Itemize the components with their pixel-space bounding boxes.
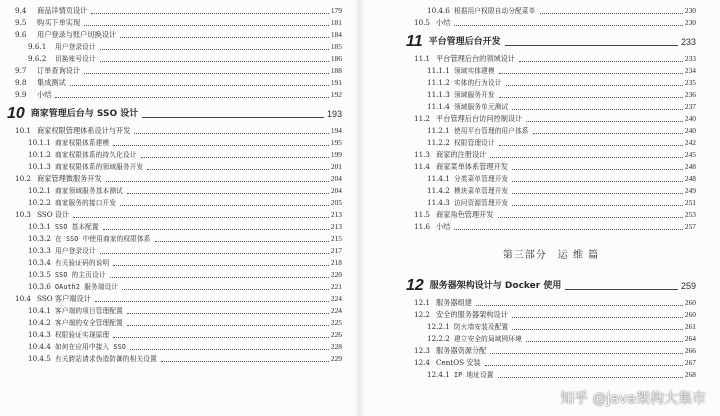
dot-leader [113, 265, 329, 266]
entry-number: 11.4.3 [427, 198, 450, 207]
dot-leader [84, 73, 329, 74]
dot-leader [512, 205, 683, 206]
entry-page: 221 [330, 282, 342, 291]
entry-page: 215 [330, 234, 342, 243]
toc-entry [7, 293, 342, 305]
entry-title: 商家权限管理体系设计与开发 [37, 126, 131, 135]
toc-group-ch10 [7, 125, 342, 365]
dot-leader [512, 109, 683, 110]
chapter-title: 商家管理后台与 SSO 设计 [30, 109, 139, 119]
entry-title: 根据用户权限自动分配菜单 [454, 7, 536, 15]
toc-entry [406, 113, 696, 125]
entry-page: 245 [684, 150, 696, 159]
toc-subentry [7, 221, 342, 233]
dot-leader [454, 229, 683, 230]
chapter-number: 11 [406, 33, 423, 50]
dot-leader [84, 25, 329, 26]
entry-title: SSO 的主页设计 [55, 271, 106, 279]
entry-title: 使用平台管理的用户体系 [454, 127, 529, 135]
entry-number: 10.3.2 [28, 234, 51, 243]
toc-right [406, 5, 696, 381]
toc-entry [406, 17, 696, 29]
toc-group-ch11 [406, 53, 696, 233]
dot-leader [100, 49, 329, 50]
entry-number: 12.2 [414, 310, 431, 319]
toc-subentry [406, 185, 696, 197]
entry-page: 192 [330, 90, 342, 99]
dot-leader [91, 13, 329, 14]
entry-title: 模块菜单管理开发 [454, 187, 509, 195]
dot-leader [73, 217, 329, 218]
dot-leader [134, 133, 328, 134]
chapter-page: 233 [680, 37, 696, 47]
entry-title: 购买下单实现 [37, 18, 81, 27]
entry-page: 237 [684, 102, 696, 111]
part-heading: 第三部分 运 维 篇 [502, 250, 600, 261]
entry-page: 234 [684, 66, 696, 75]
toc-entry [7, 89, 342, 101]
entry-number: 10.4 [15, 294, 32, 303]
entry-page: 248 [684, 162, 696, 171]
toc-left [7, 5, 342, 365]
entry-page: 201 [330, 162, 342, 171]
entry-title: 如何在应用中接入 SSO [55, 343, 127, 351]
entry-number: 10.2.2 [28, 198, 51, 207]
toc-entry [7, 173, 342, 185]
entry-title: 建立安全的局域网环境 [454, 335, 522, 343]
entry-number: 10.4.6 [427, 6, 450, 15]
dot-leader [127, 313, 329, 314]
entry-page: 185 [330, 42, 342, 51]
entry-page: 257 [684, 222, 696, 231]
toc-subentry [7, 233, 342, 245]
entry-title: 权限管理设计 [454, 139, 495, 147]
entry-number: 10.3.1 [28, 222, 51, 231]
toc-entry [7, 5, 342, 17]
dot-leader [110, 277, 329, 278]
entry-number: 9.7 [15, 66, 27, 75]
dot-leader [512, 317, 683, 318]
dot-leader [120, 37, 329, 38]
entry-title: 服务器资源分配 [436, 346, 487, 355]
entry-title: SSO 基本配置 [55, 223, 99, 231]
toc-subentry [406, 173, 696, 185]
entry-page: 229 [330, 354, 342, 363]
dot-leader [490, 157, 683, 158]
toc-subentry [406, 5, 696, 17]
entry-number: 12.2.2 [427, 334, 450, 343]
entry-page: 186 [330, 54, 342, 63]
toc-subentry [406, 321, 696, 333]
entry-number: 11.6 [414, 222, 431, 231]
toc-subentry [7, 185, 342, 197]
entry-number: 12.4.1 [427, 370, 450, 379]
entry-number: 11.1.2 [427, 78, 450, 87]
chapter-number: 10 [7, 105, 25, 122]
entry-page: 233 [684, 54, 696, 63]
entry-page: 184 [330, 30, 342, 39]
entry-title: 服务器组建 [436, 298, 472, 307]
entry-page: 230 [684, 6, 696, 15]
dot-leader [161, 361, 329, 362]
entry-number: 9.6 [15, 30, 27, 39]
entry-title: SSO 设计 [37, 210, 70, 219]
entry-page: 264 [684, 334, 696, 343]
entry-page: 226 [330, 330, 342, 339]
entry-number: 9.5 [15, 18, 27, 27]
watermark: 知乎 @java架构大集市 [560, 391, 706, 407]
toc-subentry [406, 137, 696, 149]
entry-title: 权限验证实现原理 [55, 331, 110, 339]
entry-page: 213 [330, 210, 342, 219]
entry-title: 在 SSO 中使用商家的权限体系 [55, 235, 151, 243]
entry-number: 10.2.1 [28, 186, 51, 195]
toc-entry [406, 161, 696, 173]
entry-page: 220 [330, 270, 342, 279]
dot-leader [454, 25, 683, 26]
entry-title: 领域实体建模 [454, 67, 495, 75]
entry-page: 224 [330, 294, 342, 303]
entry-title: 商家服务的接口开发 [55, 199, 117, 207]
entry-number: 11.3 [414, 150, 431, 159]
entry-number: 10.4.1 [28, 306, 51, 315]
chapter-heading-11 [406, 31, 696, 50]
entry-number: 10.4.5 [28, 354, 51, 363]
toc-subentry [7, 257, 342, 269]
entry-title: 商家权限体系的持久化设计 [55, 151, 137, 159]
entry-page: 240 [684, 114, 696, 123]
entry-number: 10.4.2 [28, 318, 51, 327]
entry-number: 9.4 [15, 6, 27, 15]
toc-entry [406, 149, 696, 161]
toc-entry [406, 345, 696, 357]
dot-leader [499, 97, 683, 98]
entry-title: 小结 [37, 90, 52, 99]
entry-title: 防火墙安装及配置 [454, 323, 509, 331]
entry-page: 230 [684, 18, 696, 27]
entry-title: 有关跨站请求伪造防御的相关设置 [55, 355, 157, 363]
entry-page: 242 [684, 138, 696, 147]
entry-number: 11.1.4 [427, 102, 450, 111]
toc-entry [406, 209, 696, 221]
entry-number: 12.1 [414, 298, 431, 307]
dot-leader [512, 329, 683, 330]
entry-number: 11.4.1 [427, 174, 450, 183]
dot-leader [100, 61, 329, 62]
toc-entry [7, 65, 342, 77]
toc-subentry [406, 65, 696, 77]
entry-page: 179 [330, 6, 342, 15]
toc-group-ch9 [7, 5, 342, 101]
dot-leader [485, 365, 683, 366]
entry-title: 用户登录与账户切换设计 [37, 30, 117, 39]
entry-page: 228 [330, 342, 342, 351]
chapter-page: 259 [680, 281, 696, 291]
toc-subentry [406, 333, 696, 345]
entry-title: 商家角色管理开发 [436, 210, 494, 219]
toc-entry [7, 77, 342, 89]
toc-subentry [406, 77, 696, 89]
toc-entry [406, 53, 696, 65]
toc-subentry [7, 317, 342, 329]
dot-leader [70, 85, 329, 86]
entry-number: 10.3.6 [28, 282, 51, 291]
dot-leader [506, 85, 683, 86]
entry-page: 204 [330, 186, 342, 195]
toc-subentry [7, 137, 342, 149]
dot-leader [113, 145, 329, 146]
dot-leader [526, 341, 683, 342]
entry-number: 9.8 [15, 78, 27, 87]
entry-title: IP 地址设置 [454, 371, 494, 379]
toc-entry [406, 309, 696, 321]
dot-leader [526, 121, 683, 122]
entry-page: 191 [330, 78, 342, 87]
dot-leader [130, 349, 329, 350]
chapter-number: 12 [406, 277, 424, 294]
entry-title: 商家权限体系的领域服务开发 [55, 163, 144, 171]
toc-subentry [7, 161, 342, 173]
entry-page: 251 [684, 198, 696, 207]
dot-leader [127, 325, 329, 326]
entry-title: 订单查询设计 [37, 66, 81, 75]
toc-subentry [406, 197, 696, 209]
entry-title: 集成测试 [37, 78, 66, 87]
toc-subentry [7, 305, 342, 317]
entry-title: 商家菜单体系管理开发 [436, 162, 508, 171]
entry-number: 10.3.4 [28, 258, 51, 267]
dot-leader [127, 193, 329, 194]
entry-title: 实体的行为设计 [454, 79, 502, 87]
entry-number: 10.1.3 [28, 162, 51, 171]
dot-leader [498, 377, 683, 378]
entry-page: 225 [330, 318, 342, 327]
entry-number: 11.1.3 [427, 90, 450, 99]
entry-number: 11.1 [414, 54, 431, 63]
entry-number: 10.3.3 [28, 246, 51, 255]
entry-page: 266 [684, 346, 696, 355]
dot-leader [155, 241, 329, 242]
entry-page: 199 [330, 150, 342, 159]
chapter-page: 193 [326, 109, 342, 119]
dot-leader [499, 145, 683, 146]
entry-number: 12.3 [414, 346, 431, 355]
toc-subentry [406, 101, 696, 113]
toc-subentry [7, 149, 342, 161]
toc-entry [7, 125, 342, 137]
entry-number: 9.9 [15, 90, 27, 99]
toc-entry [7, 17, 342, 29]
entry-page: 181 [330, 18, 342, 27]
entry-number: 10.4.4 [28, 342, 51, 351]
chapter-title: 服务器架构设计与 Docker 使用 [429, 281, 562, 291]
entry-page: 188 [330, 66, 342, 75]
entry-title: 分类菜单管理开发 [454, 175, 509, 183]
toc-subentry [7, 41, 342, 53]
toc-subentry [7, 353, 342, 365]
entry-page: 261 [684, 322, 696, 331]
chapter-leader [505, 45, 678, 46]
toc-subentry [7, 269, 342, 281]
entry-number: 10.3 [15, 210, 32, 219]
entry-number: 10.1.1 [28, 138, 51, 147]
entry-page: 194 [330, 126, 342, 135]
entry-page: 260 [684, 310, 696, 319]
entry-number: 10.3.5 [28, 270, 51, 279]
entry-title: 商家的注册设计 [436, 150, 487, 159]
chapter-title: 平台管理后台开发 [428, 37, 501, 47]
entry-title: 访问资源管理开发 [454, 199, 509, 207]
entry-number: 9.6.1 [28, 42, 47, 51]
entry-title: 平台管理后台访问控制设计 [436, 114, 523, 123]
entry-page: 268 [684, 370, 696, 379]
dot-leader [498, 217, 683, 218]
entry-title: 客户端的安全管理配置 [55, 319, 123, 327]
entry-title: 商家领域服务基本测试 [55, 187, 123, 195]
dot-leader [519, 61, 683, 62]
entry-number: 10.2 [15, 174, 32, 183]
entry-page: 235 [684, 78, 696, 87]
dot-leader [120, 205, 329, 206]
toc-subentry [7, 53, 342, 65]
dot-leader [141, 157, 329, 158]
entry-title: 商家权限体系建模 [55, 139, 110, 147]
entry-number: 10.1 [15, 126, 32, 135]
right-page [360, 0, 720, 416]
entry-number: 12.2.1 [427, 322, 450, 331]
toc-subentry [7, 197, 342, 209]
toc-subentry [7, 281, 342, 293]
entry-number: 12.4 [414, 358, 431, 367]
dot-leader [100, 253, 329, 254]
toc-entry [406, 297, 696, 309]
entry-title: CentOS 安装 [436, 358, 481, 367]
entry-number: 10.1.2 [28, 150, 51, 159]
entry-page: 240 [684, 126, 696, 135]
entry-page: 249 [684, 186, 696, 195]
entry-number: 11.4 [414, 162, 431, 171]
dot-leader [113, 337, 329, 338]
entry-title: 小结 [436, 18, 451, 27]
entry-page: 204 [330, 174, 342, 183]
entry-title: 平台管理后台的领域设计 [436, 54, 516, 63]
entry-number: 11.2 [414, 114, 431, 123]
dot-leader [103, 229, 329, 230]
dot-leader [512, 181, 683, 182]
entry-page: 205 [330, 198, 342, 207]
dot-leader [106, 181, 329, 182]
entry-title: 用户登录设计 [55, 247, 96, 255]
entry-title: 商家管理微服务开发 [37, 174, 102, 183]
entry-title: 切换账号设计 [55, 55, 96, 63]
toc-entry [406, 357, 696, 369]
dot-leader [476, 305, 683, 306]
toc-group-ch12 [406, 297, 696, 381]
entry-number: 9.6.2 [28, 54, 47, 63]
entry-page: 267 [684, 358, 696, 367]
toc-subentry [406, 125, 696, 137]
toc-entry [7, 209, 342, 221]
entry-title: OAuth2 服务端设计 [55, 283, 119, 291]
dot-leader [95, 301, 329, 302]
toc-subentry [7, 341, 342, 353]
entry-number: 10.4.3 [28, 330, 51, 339]
entry-page: 218 [330, 258, 342, 267]
dot-leader [540, 13, 683, 14]
dot-leader [55, 97, 329, 98]
entry-number: 11.4.2 [427, 186, 450, 195]
entry-number: 11.5 [414, 210, 431, 219]
toc-entry [406, 221, 696, 233]
entry-number: 11.1.1 [427, 66, 450, 75]
toc-subentry [7, 329, 342, 341]
entry-title: SSO 客户端设计 [37, 294, 91, 303]
entry-title: 客户端的项目管理配置 [55, 307, 123, 315]
chapter-heading-10 [7, 103, 342, 122]
entry-number: 11.2.2 [427, 138, 450, 147]
entry-page: 217 [330, 246, 342, 255]
entry-title: 领域服务开发 [454, 91, 495, 99]
entry-page: 213 [330, 222, 342, 231]
chapter-heading-12 [406, 275, 696, 294]
entry-title: 用户登录设计 [55, 43, 96, 51]
entry-number: 11.2.1 [427, 126, 450, 135]
entry-page: 224 [330, 306, 342, 315]
toc-group-ch10-end [406, 5, 696, 29]
dot-leader [512, 193, 683, 194]
entry-page: 248 [684, 174, 696, 183]
entry-number: 10.5 [414, 18, 431, 27]
dot-leader [512, 169, 683, 170]
entry-title: 领域服务单元测试 [454, 103, 509, 111]
entry-title: 小结 [436, 222, 451, 231]
chapter-leader [142, 117, 324, 118]
entry-page: 195 [330, 138, 342, 147]
toc-subentry [406, 369, 696, 381]
dot-leader [499, 73, 683, 74]
entry-title: 商品详情页设计 [37, 6, 88, 15]
toc-subentry [406, 89, 696, 101]
entry-page: 253 [684, 210, 696, 219]
entry-title: 有关验证码的说明 [55, 259, 110, 267]
chapter-leader [565, 289, 678, 290]
toc-subentry [7, 245, 342, 257]
entry-title: 安全的服务器架构设计 [436, 310, 508, 319]
dot-leader [533, 133, 683, 134]
entry-page: 236 [684, 90, 696, 99]
dot-leader [490, 353, 683, 354]
entry-page: 260 [684, 298, 696, 307]
dot-leader [122, 289, 329, 290]
toc-entry [7, 29, 342, 41]
dot-leader [147, 169, 329, 170]
